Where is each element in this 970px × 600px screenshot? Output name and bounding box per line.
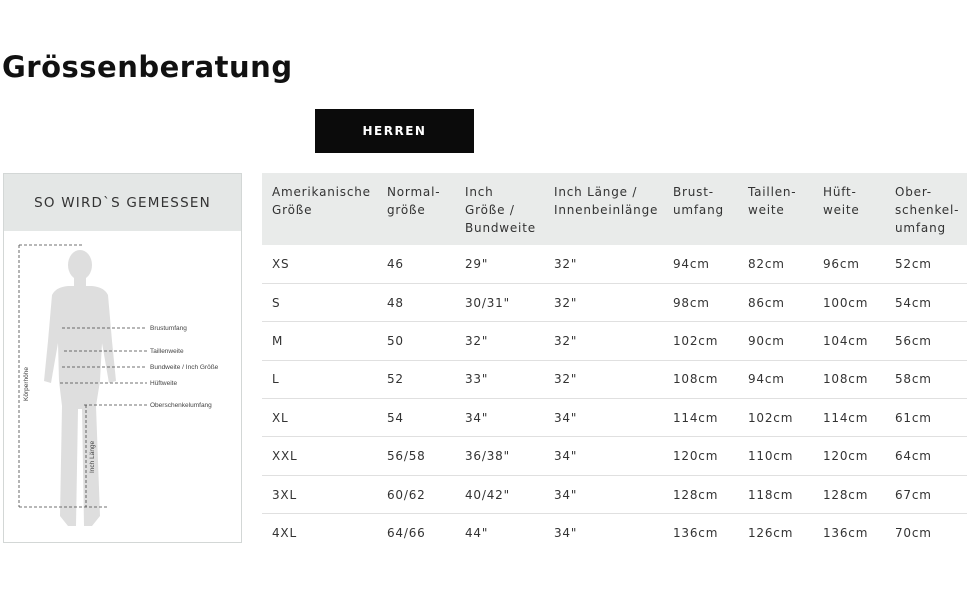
column-header	[262, 173, 377, 245]
tab-herren[interactable]: HERREN	[315, 109, 474, 153]
column-header-line: Taillen-	[748, 185, 797, 199]
table-cell: 70cm	[895, 526, 932, 541]
table-cell: 50	[377, 322, 455, 360]
size-table	[262, 173, 967, 552]
table-cell: 108cm	[663, 360, 738, 398]
column-header-line: schenkel-	[895, 203, 960, 217]
table-cell: 64cm	[885, 437, 967, 475]
column-header-line: weite	[823, 203, 860, 217]
table-cell: 100cm	[813, 283, 885, 321]
table-cell: 52cm	[885, 245, 967, 283]
table-cell: XL	[262, 399, 377, 437]
table-cell: 90cm	[738, 322, 813, 360]
column-header	[885, 173, 967, 245]
label-inch-laenge: Inch Länge	[89, 440, 96, 473]
column-header	[377, 173, 455, 245]
table-cell: 94cm	[738, 360, 813, 398]
table-cell: 44"	[465, 526, 489, 541]
column-header-line: Inch Länge /	[554, 185, 638, 199]
column-header-line: umfang	[673, 203, 724, 217]
table-cell: 34"	[455, 399, 544, 437]
table-cell: 102cm	[738, 399, 813, 437]
table-cell: 120cm	[663, 437, 738, 475]
table-cell: 34"	[544, 437, 663, 475]
table-cell: 48	[377, 283, 455, 321]
table-cell: 56/58	[377, 437, 455, 475]
column-header-line: weite	[748, 203, 785, 217]
table-cell: 54cm	[885, 283, 967, 321]
table-row	[262, 475, 967, 513]
table-cell: 58cm	[885, 360, 967, 398]
table-cell: 56cm	[885, 322, 967, 360]
table-cell: 34"	[554, 526, 578, 541]
table-cell: 54	[377, 399, 455, 437]
column-header-line: Innenbeinlänge	[554, 203, 659, 217]
table-cell: 96cm	[813, 245, 885, 283]
body-silhouette-diagram	[4, 231, 241, 542]
table-cell: 29"	[455, 245, 544, 283]
column-header	[813, 173, 885, 245]
table-cell: 32"	[544, 322, 663, 360]
table-cell: 136cm	[823, 526, 869, 541]
table-cell: 40/42"	[455, 475, 544, 513]
table-cell: L	[262, 360, 377, 398]
table-cell: 4XL	[272, 526, 297, 541]
column-header	[455, 173, 544, 245]
table-cell: S	[262, 283, 377, 321]
table-cell: M	[262, 322, 377, 360]
table-cell: 120cm	[813, 437, 885, 475]
measurement-guide-panel	[3, 173, 242, 543]
label-oberschenkelumfang: Oberschenkelumfang	[150, 402, 212, 409]
column-header-line: Größe	[272, 203, 313, 217]
column-header-line: Hüft-	[823, 185, 857, 199]
column-header	[544, 173, 663, 245]
table-cell: 86cm	[738, 283, 813, 321]
table-cell: 67cm	[885, 475, 967, 513]
table-cell: 64/66	[387, 526, 426, 541]
table-row	[262, 360, 967, 398]
table-cell: 33"	[455, 360, 544, 398]
table-cell: 110cm	[738, 437, 813, 475]
table-row	[262, 322, 967, 360]
table-cell: 104cm	[813, 322, 885, 360]
table-cell: 136cm	[673, 526, 719, 541]
table-cell: 102cm	[663, 322, 738, 360]
column-header-line: Brust-	[673, 185, 714, 199]
label-bundweite: Bundweite / Inch Größe	[150, 364, 219, 371]
label-hueftweite: Hüftweite	[150, 380, 178, 387]
table-row	[262, 437, 967, 475]
table-cell: 98cm	[663, 283, 738, 321]
table-cell: 30/31"	[455, 283, 544, 321]
table-cell: 114cm	[663, 399, 738, 437]
table-row	[262, 514, 967, 552]
table-cell: 52	[377, 360, 455, 398]
table-cell: 60/62	[377, 475, 455, 513]
table-cell: 32"	[544, 360, 663, 398]
table-cell: XS	[262, 245, 377, 283]
column-header	[738, 173, 813, 245]
table-cell: 34"	[544, 475, 663, 513]
table-cell: 61cm	[885, 399, 967, 437]
table-cell: 32"	[455, 322, 544, 360]
column-header-line: größe	[387, 203, 426, 217]
table-header-row	[262, 173, 967, 245]
label-koerperhoehe: Körperhöhe	[23, 367, 30, 401]
table-cell: 126cm	[748, 526, 794, 541]
table-cell: 32"	[544, 245, 663, 283]
table-cell: 34"	[544, 399, 663, 437]
table-cell: XXL	[262, 437, 377, 475]
column-header-line: Bundweite	[465, 221, 536, 235]
body-silhouette	[44, 250, 116, 526]
measurement-guide-header: SO WIRD`S GEMESSEN	[4, 174, 241, 231]
page-title: Grössenberatung	[2, 50, 293, 84]
table-cell: 118cm	[738, 475, 813, 513]
table-cell: 36/38"	[455, 437, 544, 475]
table-row	[262, 283, 967, 321]
table-cell: 114cm	[813, 399, 885, 437]
table-cell: 128cm	[663, 475, 738, 513]
table-cell: 94cm	[663, 245, 738, 283]
column-header-line: Amerikanische	[272, 185, 371, 199]
table-cell: 108cm	[813, 360, 885, 398]
table-body	[262, 245, 967, 552]
table-row	[262, 399, 967, 437]
column-header-line: Ober-	[895, 185, 932, 199]
column-header-line: Inch	[465, 185, 494, 199]
table-cell: 82cm	[738, 245, 813, 283]
table-cell: 128cm	[813, 475, 885, 513]
column-header-line: umfang	[895, 221, 946, 235]
column-header-line: Größe /	[465, 203, 515, 217]
table-cell: 3XL	[262, 475, 377, 513]
label-brustumfang: Brustumfang	[150, 325, 187, 332]
table-cell: 32"	[544, 283, 663, 321]
label-taillenweite: Taillenweite	[150, 348, 184, 355]
table-row	[262, 245, 967, 283]
column-header-line: Normal-	[387, 185, 441, 199]
table-cell: 46	[377, 245, 455, 283]
column-header	[663, 173, 738, 245]
